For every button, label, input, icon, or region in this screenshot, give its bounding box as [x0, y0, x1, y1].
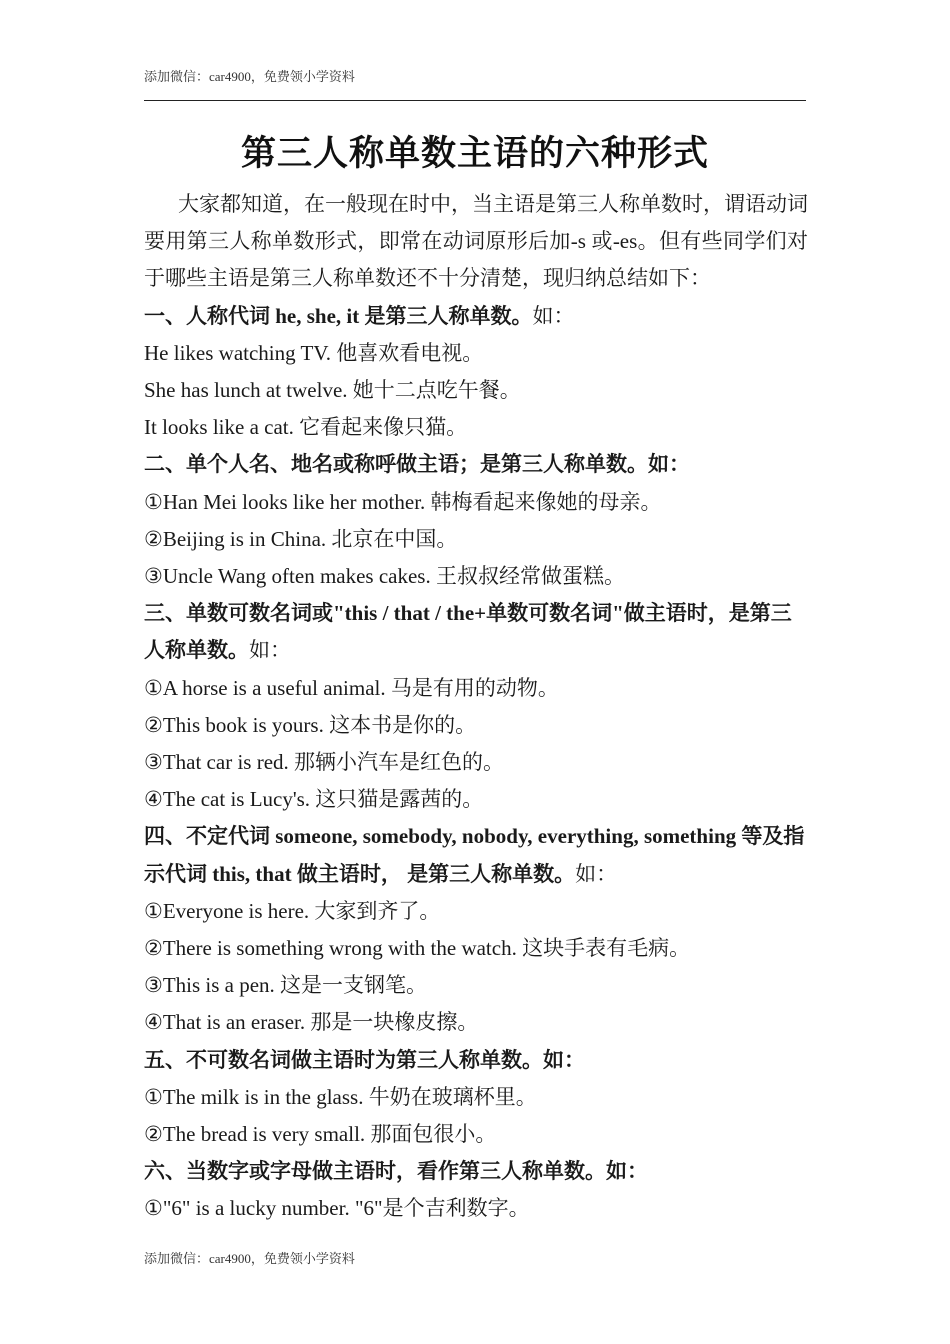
- example-line: It looks like a cat. 它看起来像只猫。: [144, 415, 468, 440]
- section-2-heading: [144, 446, 808, 483]
- example-line: ①The milk is in the glass. 牛奶在玻璃杯里。: [144, 1084, 537, 1109]
- section-5-heading: [144, 1042, 808, 1079]
- example-line: ①A horse is a useful animal. 马是有用的动物。: [144, 675, 559, 700]
- example-line: ①Everyone is here. 大家到齐了。: [144, 898, 441, 923]
- example-line: ②Beijing is in China. 北京在中国。: [144, 526, 458, 551]
- example-line: ③Uncle Wang often makes cakes. 王叔叔经常做蛋糕。: [144, 564, 625, 589]
- example-line: ④The cat is Lucy's. 这只猫是露茜的。: [144, 787, 484, 812]
- section-3-heading: [144, 595, 808, 669]
- section-heading-text: 四、不定代词 someone, somebody, nobody, everything, something 等及指示代词 this, that 做主语时， 是第三人称单数。: [144, 824, 805, 886]
- example-line: ④That is an eraser. 那是一块橡皮擦。: [144, 1010, 479, 1035]
- section-heading-text: 一、人称代词 he, she, it 是第三人称单数。: [144, 303, 533, 328]
- section-heading-suffix: 如：: [575, 861, 618, 886]
- section-6-heading: [144, 1153, 808, 1190]
- footer-note: 添加微信：car4900，免费领小学资料: [144, 1251, 355, 1266]
- section-1-heading: [144, 298, 808, 335]
- example-line: He likes watching TV. 他喜欢看电视。: [144, 340, 484, 365]
- example-line: ②This book is yours. 这本书是你的。: [144, 712, 477, 737]
- page-title: 第三人称单数主语的六种形式: [240, 134, 709, 173]
- section-heading-text: 六、当数字或字母做主语时，看作第三人称单数。如：: [144, 1159, 648, 1184]
- section-heading-text: 三、单数可数名词或"this / that / the+单数可数名词"做主语时，是第三人称单数。: [144, 601, 792, 663]
- example-line: ①Han Mei looks like her mother. 韩梅看起来像她的母亲。: [144, 489, 662, 514]
- section-heading-text: 二、单个人名、地名或称呼做主语；是第三人称单数。如：: [144, 452, 690, 477]
- section-4-heading: [144, 818, 808, 892]
- section-heading-text: 五、不可数名词做主语时为第三人称单数。如：: [144, 1047, 585, 1072]
- example-line: ③This is a pen. 这是一支钢笔。: [144, 973, 428, 998]
- section-heading-suffix: 如：: [249, 638, 291, 663]
- example-line: ①"6" is a lucky number. "6"是个吉利数字。: [144, 1196, 530, 1221]
- example-line: She has lunch at twelve. 她十二点吃午餐。: [144, 378, 521, 403]
- example-line: ③That car is red. 那辆小汽车是红色的。: [144, 750, 505, 775]
- header-divider: [144, 100, 806, 101]
- document-body: [144, 186, 808, 1228]
- header-note: 添加微信：car4900，免费领小学资料: [144, 69, 355, 84]
- example-line: ②The bread is very small. 那面包很小。: [144, 1122, 497, 1147]
- example-line: ②There is something wrong with the watch. 这块手表有毛病。: [144, 936, 691, 961]
- intro-paragraph: 大家都知道，在一般现在时中，当主语是第三人称单数时，谓语动词要用第三人称单数形式，即常在动词原形后加-s 或-es。但有些同学们对于哪些主语是第三人称单数还不十分清楚，现归纳总结如下：: [144, 192, 808, 291]
- section-heading-suffix: 如：: [532, 303, 575, 328]
